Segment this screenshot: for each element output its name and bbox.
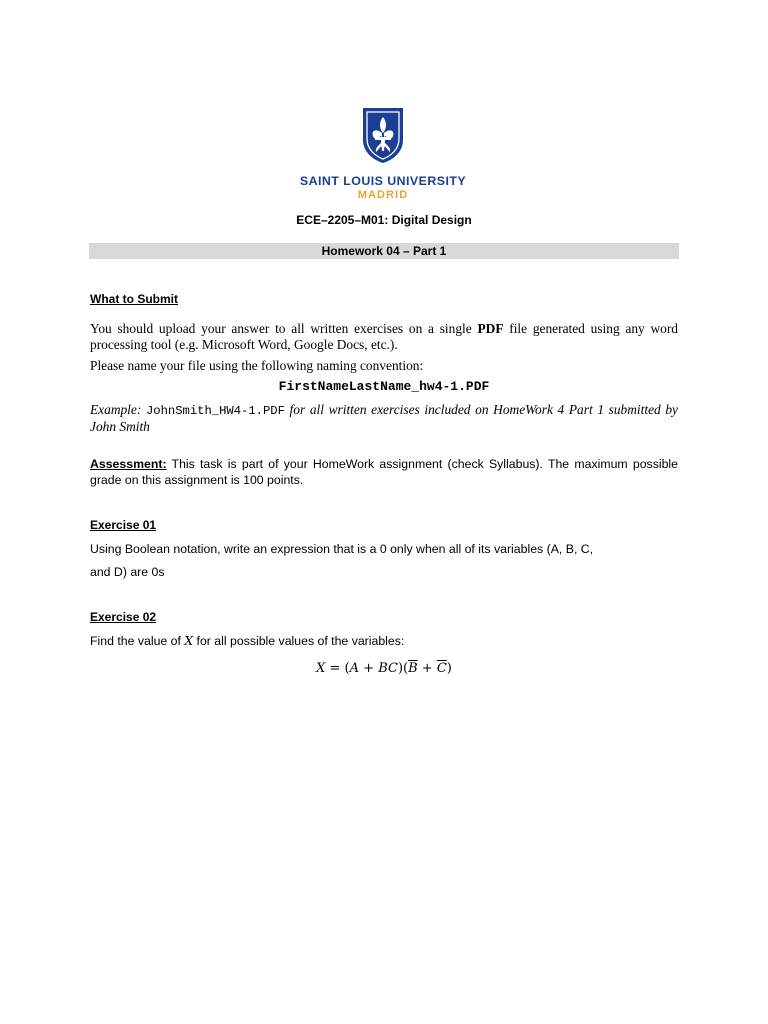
what-to-submit-heading: What to Submit [90, 292, 178, 306]
exercise-02-text-after: for all possible values of the variables: [193, 634, 405, 648]
example-filename: JohnSmith_HW4-1.PDF [145, 404, 285, 418]
exercise-01-text-line-1: Using Boolean notation, write an expression that is a 0 only when all of its variables (A, B, C, [90, 542, 594, 556]
assessment-text: This task is part of your HomeWork assignment (check Syllabus). The maximum possible grade on this assignment is 100 points. [90, 457, 678, 487]
naming-convention-text: Please name your file using the following naming convention: [90, 358, 424, 373]
formula-b-bar: $\overline{B}$ [408, 661, 418, 676]
example-description: for all written exercises included on HomeWork 4 Part 1 submitted by John Smith [90, 402, 678, 434]
assessment-label: Assessment: [90, 457, 167, 471]
formula-a: A [349, 661, 360, 676]
formula-bc: BC [378, 661, 398, 676]
course-title: ECE–2205–M01: Digital Design [296, 213, 472, 227]
homework-title-bar [89, 243, 679, 259]
pdf-emphasis: PDF [477, 321, 504, 336]
example-label: Example: [90, 402, 146, 417]
exercise-02-heading: Exercise 02 [90, 610, 157, 624]
fleur-de-lis-shield-icon [361, 106, 405, 164]
filename-example [90, 402, 678, 435]
formula-mid: )( [397, 661, 409, 676]
exercise-02-text-before: Find the value of [90, 634, 185, 648]
exercise-02-variable: X [184, 634, 194, 648]
boolean-formula [0, 661, 768, 676]
submission-instructions [90, 321, 678, 353]
exercise-01-text-line-2: and D) are 0s [90, 565, 165, 579]
instructions-text-1: You should upload your answer to all written exercises on a single [90, 321, 478, 336]
logo-city-name: MADRID [357, 189, 409, 201]
formula-c-bar: $\overline{C}$ [436, 661, 447, 676]
filename-convention: FirstNameLastName_hw4-1.PDF [278, 379, 490, 394]
formula-plus-2: + [417, 661, 437, 676]
formula-lhs: X [316, 661, 326, 676]
logo-university-name: SAINT LOUIS UNIVERSITY [299, 174, 467, 188]
assessment-paragraph [90, 456, 678, 488]
exercise-02-text [90, 633, 678, 649]
formula-end: ) [446, 661, 452, 676]
formula-equals: = ( [325, 661, 350, 676]
university-logo [290, 104, 476, 204]
formula-plus-1: + [359, 661, 379, 676]
homework-title: Homework 04 – Part 1 [321, 244, 447, 258]
exercise-01-heading: Exercise 01 [90, 518, 157, 532]
instructions-text-2: file generated using any word processing tool (e.g. Microsoft Word, Google Docs, etc.). [90, 321, 679, 352]
